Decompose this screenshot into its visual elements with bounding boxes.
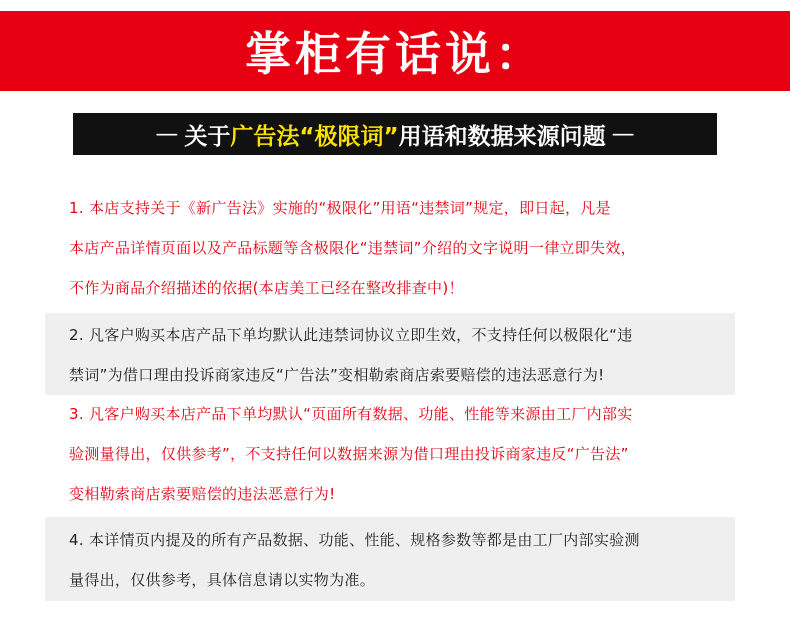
notice-line: 4. 本详情页内提及的所有产品数据、功能、性能、规格参数等都是由工厂内部实验测 bbox=[69, 531, 640, 549]
notice-line: 验测量得出，仅供参考”，不支持任何以数据来源为借口理由投诉商家违反“广告法” bbox=[69, 445, 629, 463]
notice-line: 不作为商品介绍描述的依据(本店美工已经在整改排查中)！ bbox=[69, 279, 464, 297]
notice-line: 禁词”为借口理由投诉商家违反“广告法”变相勒索商店索要赔偿的违法恶意行为! bbox=[69, 366, 605, 384]
subheader-suffix: 用语和数据来源问题 bbox=[398, 123, 606, 150]
subheader-highlight: 广告法“极限词” bbox=[230, 123, 399, 150]
notice-line: 变相勒索商店索要赔偿的违法恶意行为! bbox=[69, 485, 336, 503]
notice-line: 1. 本店支持关于《新广告法》实施的“极限化”用语“违禁词”规定，即日起，凡是 bbox=[69, 199, 611, 217]
subheader-prefix: 关于 bbox=[184, 123, 231, 150]
notice-paragraph-2 bbox=[45, 313, 735, 395]
subheader-bar bbox=[73, 113, 717, 155]
notice-line: 量得出，仅供参考，具体信息请以实物为准。 bbox=[69, 571, 376, 589]
notice-paragraph-1 bbox=[45, 188, 735, 308]
notice-line: 本店产品详情页面以及产品标题等含极限化“违禁词”介绍的文字说明一律立即失效， bbox=[69, 239, 636, 257]
dash-right: — bbox=[611, 121, 635, 147]
page-title: 掌柜有话说： bbox=[245, 27, 545, 81]
notice-paragraph-4 bbox=[45, 517, 735, 601]
dash-left: — bbox=[155, 121, 179, 147]
notice-line: 3. 凡客户购买本店产品下单均默认“页面所有数据、功能、性能等来源由工厂内部实 bbox=[69, 405, 633, 423]
notice-line: 2. 凡客户购买本店产品下单均默认此违禁词协议立即生效，不支持任何以极限化“违 bbox=[69, 326, 633, 344]
notice-paragraph-3 bbox=[45, 394, 735, 514]
header-banner bbox=[0, 11, 790, 91]
